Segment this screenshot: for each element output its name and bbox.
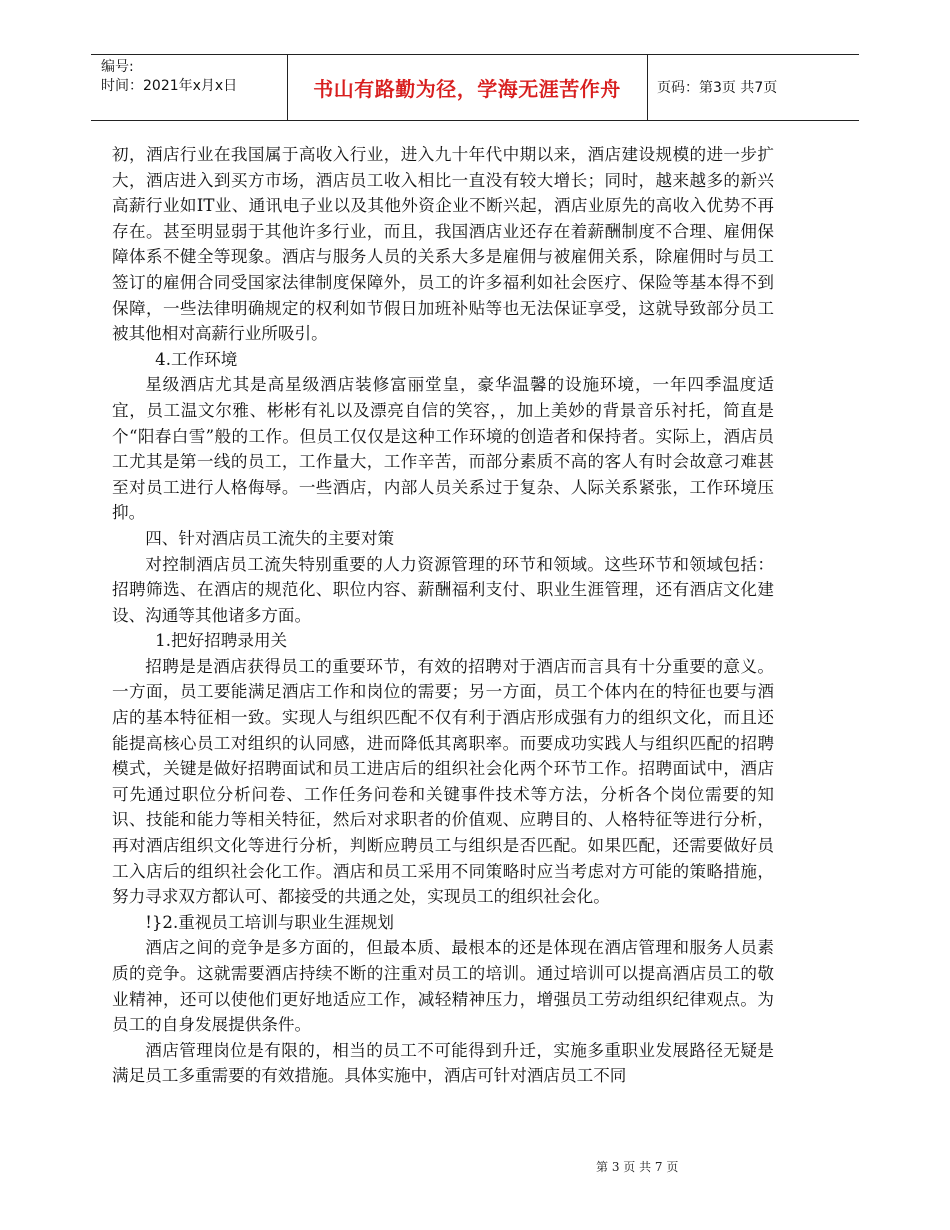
document-date: 时间：2021年x月x日 <box>101 78 238 94</box>
header-divider <box>647 54 648 120</box>
body-paragraph: 初，酒店行业在我国属于高收入行业，进入九十年代中期以来，酒店建设规模的进一步扩大，酒店进入到买方市场，酒店员工收入相比一直没有较大增长；同时，越来越多的新兴高薪行业如IT业、通讯电子业以及其他外资企业不断兴起，酒店业原先的高收入优势不再存在。甚至明显弱于其他许多行业，而且，我国酒店业还存在着薪酬制度不合理、雇佣保障体系不健全等现象。酒店与服务人员的关系大多是雇佣与被雇佣关系，除雇佣时与员工签订的雇佣合同受国家法律制度保障外，员工的许多福利如社会医疗、保险等基本得不到保障，一些法律明确规定的权利如节假日加班补贴等也无法保证享受，这就导致部分员工被其他相对高薪行业所吸引。 <box>112 145 774 344</box>
page-footer: 第 3 页 共 7 页 <box>596 1160 679 1174</box>
header-motto: 书山有路勤为径，学海无涯苦作舟 <box>313 76 621 101</box>
body-paragraph: 招聘是是酒店获得员工的重要环节，有效的招聘对于酒店而言具有十分重要的意义。一方面，员工要能满足酒店工作和岗位的需要；另一方面，员工个体内在的特征也要与酒店的基本特征相一致。实现人与组织匹配不仅有利于酒店形成强有力的组织文化，而且还能提高核心员工对组织的认同感，进而降低其离职率。而要成功实践人与组织匹配的招聘模式，关键是做好招聘面试和员工进店后的组织社会化两个环节工作。招聘面试中，酒店可先通过职位分析问卷、工作任务问卷和关键事件技术等方法，分析各个岗位需要的知识、技能和能力等相关特征，然后对求职者的价值观、应聘目的、人格特征等进行分析，再对酒店组织文化等进行分析，判断应聘员工与组织是否匹配。如果匹配，还需要做好员工入店后的组织社会化工作。酒店和员工采用不同策略时应当考虑对方可能的策略措施，努力寻求双方都认可、都接受的共通之处，实现员工的组织社会化。 <box>112 656 774 907</box>
document-number-label: 编号: <box>101 59 134 75</box>
body-paragraph: 酒店管理岗位是有限的，相当的员工不可能得到升迁，实施多重职业发展路径无疑是满足员工多重需要的有效措施。具体实施中，酒店可针对酒店员工不同 <box>112 1040 774 1086</box>
section-subheading: 4.工作环境 <box>155 349 238 369</box>
document-body <box>112 142 774 1089</box>
page-header <box>91 54 859 122</box>
header-meta <box>101 58 237 96</box>
body-paragraph: 星级酒店尤其是高星级酒店装修富丽堂皇，豪华温馨的设施环境，一年四季温度适宜，员工温文尔雅、彬彬有礼以及漂亮自信的笑容，，加上美妙的背景音乐衬托，简直是个“阳春白雪”般的工作。但员工仅仅是这种工作环境的创造者和保持者。实际上，酒店员工尤其是第一线的员工，工作量大，工作辛苦，而部分素质不高的客人有时会故意刁难甚至对员工进行人格侮辱。一些酒店，内部人员关系过于复杂、人际关系紧张，工作环境压抑。 <box>112 375 774 523</box>
section-subheading: !}2.重视员工培训与职业生涯规划 <box>145 912 394 932</box>
body-paragraph: 对控制酒店员工流失特别重要的人力资源管理的环节和领域。这些环节和领域包括：招聘筛选、在酒店的规范化、职位内容、薪酬福利支付、职业生涯管理，还有酒店文化建设、沟通等其他诸多方面。 <box>112 554 774 625</box>
header-bottom-rule <box>91 120 859 121</box>
section-subheading: 1.把好招聘录用关 <box>155 631 288 651</box>
body-paragraph: 酒店之间的竞争是多方面的，但最本质、最根本的还是体现在酒店管理和服务人员素质的竞争。这就需要酒店持续不断的注重对员工的培训。通过培训可以提高酒店员工的敬业精神，还可以使他们更好地适应工作，减轻精神压力，增强员工劳动组织纪律观点。为员工的自身发展提供条件。 <box>112 938 774 1035</box>
header-page-info: 页码：第3页 共7页 <box>657 80 778 96</box>
section-heading: 四、针对酒店员工流失的主要对策 <box>145 528 395 548</box>
